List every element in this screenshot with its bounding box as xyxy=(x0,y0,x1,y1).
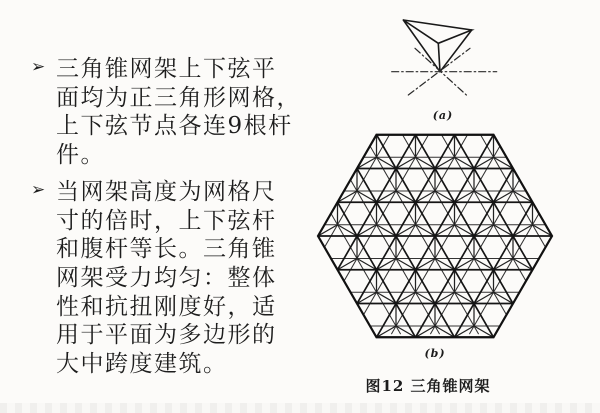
bullet-1-line: 上下弦节点各连9根杆 xyxy=(56,113,293,140)
bullet-1-line: 面均为正三角形网格， xyxy=(56,84,301,111)
bullet-item-2 xyxy=(33,178,305,379)
figure-a-label: (a) xyxy=(432,109,454,122)
bullet-1-line: 件。 xyxy=(56,142,105,169)
figure-b-label: (b) xyxy=(424,347,446,360)
bullet-arrow-icon: ➢ xyxy=(31,57,46,77)
bullet-2-line: 和腹杆等长。三角锥 xyxy=(56,236,277,263)
figure-caption: 图12 三角锥网架 xyxy=(365,377,491,395)
tetrahedron-edges xyxy=(403,20,471,72)
hexagon-truss-diagram xyxy=(310,125,560,345)
bullet-2-line: 寸的倍时，上下弦杆 xyxy=(56,207,277,234)
bullet-item-1 xyxy=(33,55,305,170)
bullet-2-line: 大中跨度建筑。 xyxy=(56,351,228,378)
scan-artifact-band xyxy=(0,403,600,413)
bullet-2-line: 用于平面为多边形的 xyxy=(56,322,277,349)
bullet-2-line: 网架受力均匀：整体 xyxy=(56,264,277,291)
bullet-text-block xyxy=(33,55,305,379)
bullet-2-line: 当网架高度为网格尺 xyxy=(56,178,277,205)
tetrahedron-diagram xyxy=(378,8,502,120)
node-axis-lines xyxy=(392,48,497,96)
bullet-1-line: 三角锥网架上下弦平 xyxy=(56,56,277,82)
bullet-arrow-icon: ➢ xyxy=(31,179,46,200)
bullet-2-line: 性和抗扭刚度好，适 xyxy=(56,293,277,320)
